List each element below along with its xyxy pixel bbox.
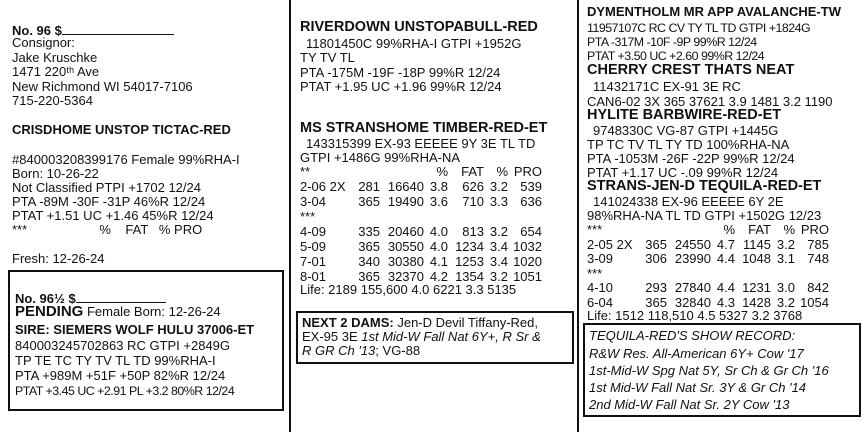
- ped-sire-ptat: PTAT +3.50 UC +2.60 99%R 12/24: [587, 49, 765, 63]
- cow-ptpi: Not Classified PTPI +1702 12/24: [12, 180, 201, 195]
- production-record-row: [587, 281, 829, 295]
- record-value-cell: 4.1: [429, 254, 448, 269]
- sire-dam-column: [292, 0, 578, 432]
- record-value-cell: 3.1: [776, 251, 795, 266]
- record-age-cell: 6-04: [587, 294, 614, 310]
- sire-name: RIVERDOWN UNSTOPABULL-RED: [300, 19, 538, 35]
- record-value-cell: %: [436, 164, 448, 179]
- show-record-box: [583, 323, 861, 417]
- record-value-cell: 23990: [674, 251, 711, 266]
- record-value-cell: PRO: [800, 222, 829, 237]
- record-value-cell: 1253: [455, 254, 484, 269]
- production-record-row: [300, 195, 542, 209]
- record-value-cell: 335: [358, 224, 380, 239]
- record-value-cell: 3.2: [489, 269, 508, 284]
- lot-number: No. 96 $: [12, 22, 174, 38]
- consignor-label: Consignor:: [12, 35, 75, 50]
- production-record-row: [587, 238, 829, 252]
- ped-grandsire-ptat: PTAT +1.17 UC -.09 99%R 12/24: [587, 165, 779, 180]
- record-value-cell: 3.8: [429, 179, 448, 194]
- ped-grandsire-traits: TP TC TV TL TY TD 100%RHA-NA: [587, 137, 790, 152]
- next-dams-line-2: EX-95 3E 1st Mid-W Fall Nat 6Y+, R Sr &: [302, 329, 541, 344]
- half-registration: 840003245702863 RC GTPI +2849G: [15, 338, 231, 353]
- record-value-cell: 32370: [387, 269, 424, 284]
- show-record-item: 2nd Mid-W Fall Nat Sr. 2Y Cow '13: [589, 397, 790, 412]
- record-value-cell: 1354: [455, 269, 484, 284]
- record-value-cell: %: [496, 164, 508, 179]
- sire-ptat: PTAT +1.95 UC +1.96 99%R 12/24: [300, 79, 502, 94]
- consignor-address-city: New Richmond WI 54017-7106: [12, 79, 193, 94]
- record-value-cell: 4.4: [716, 280, 735, 295]
- sire-registration: 11801450C 99%RHA-I GTPI +1952G: [306, 36, 522, 51]
- record-value-cell: 3.2: [776, 236, 795, 252]
- record-value-cell: 4.3: [716, 294, 735, 310]
- record-value-cell: 3.4: [489, 239, 508, 254]
- ped-granddam-registration: 141024338 EX-96 EEEEE 6Y 2E: [593, 194, 784, 209]
- ped-dam-registration: 11432171C EX-91 3E RC: [593, 79, 741, 94]
- record-value-cell: 3.3: [489, 194, 508, 209]
- ped-sire-registration: 11957107C RC CV TY TL TD GTPI +1824G: [587, 21, 811, 35]
- record-value-cell: 365: [358, 194, 380, 209]
- record-value-cell: 3.2: [489, 224, 508, 239]
- record-value-cell: 340: [358, 254, 380, 269]
- cow-ptat: PTAT +1.51 UC +1.46 45%R 12/24: [12, 208, 214, 223]
- record-value-cell: %: [783, 222, 795, 237]
- record-value-cell: 24550: [674, 236, 711, 252]
- record-header-row: [300, 165, 542, 179]
- record-value-cell: 30550: [387, 239, 424, 254]
- production-record-row: [300, 225, 542, 239]
- record-value-cell: 19490: [387, 194, 424, 209]
- record-value-cell: 3.4: [489, 254, 508, 269]
- record-value-cell: 4.4: [716, 251, 735, 266]
- ped-dam-name: CHERRY CREST THATS NEAT: [587, 62, 795, 78]
- record-value-cell: PRO: [513, 164, 542, 179]
- record-value-cell: 1234: [455, 239, 484, 254]
- record-value-cell: 654: [520, 224, 542, 239]
- half-ptat: PTAT +3.45 UC +2.91 PL +3.2 80%R 12/24: [15, 384, 235, 398]
- record-age-cell: 3-04: [300, 194, 327, 209]
- record-value-cell: 4.2: [429, 269, 448, 284]
- lot-96-column: [0, 0, 290, 432]
- show-record-item: R&W Res. All-American 6Y+ Cow '17: [589, 346, 804, 361]
- record-value-cell: 748: [807, 251, 829, 266]
- sire-pta: PTA -175M -19F -18P 99%R 12/24: [300, 65, 501, 80]
- lot-96-half-box: [8, 270, 284, 411]
- record-value-cell: 1428: [742, 294, 771, 310]
- record-value-cell: 3.6: [429, 194, 448, 209]
- lot-half-number: No. 96½ $: [15, 290, 166, 306]
- cow-born: Born: 10-26-22: [12, 166, 99, 181]
- record-value-cell: 710: [462, 194, 484, 209]
- record-age-cell: ***: [587, 222, 603, 237]
- record-value-cell: FAT: [461, 164, 484, 179]
- ped-sire-pta: PTA -317M -10F -9P 99%R 12/24: [587, 35, 757, 49]
- consignor-address-street: 1471 220ᵗʰ Ave: [12, 64, 100, 79]
- production-record-row: [300, 210, 542, 224]
- record-value-cell: 539: [520, 179, 542, 194]
- record-value-cell: 27840: [674, 280, 711, 295]
- record-value-cell: 306: [645, 251, 667, 266]
- half-pta: PTA +989M +51F +50P 82%R 12/24: [15, 368, 226, 383]
- next-dams-line-3: R GR Ch '13; VG-88: [302, 343, 421, 358]
- sire-line: SIRE: SIEMERS WOLF HULU 37006-ET: [15, 322, 255, 337]
- dam-gtpi: GTPI +1486G 99%RHA-NA: [300, 150, 461, 165]
- record-value-cell: 281: [358, 179, 380, 194]
- record-age-cell: 8-01: [300, 269, 327, 284]
- ped-grandsire-pta: PTA -1053M -26F -22P 99%R 12/24: [587, 151, 795, 166]
- record-value-cell: 365: [645, 294, 667, 310]
- record-header-row: [587, 223, 829, 237]
- ped-granddam-gtpi: 98%RHA-NA TL TD GTPI +1502G 12/23: [587, 208, 822, 223]
- cow-name: CRISDHOME UNSTOP TICTAC-RED: [12, 122, 231, 137]
- record-value-cell: 16640: [387, 179, 424, 194]
- record-age-cell: **: [300, 164, 311, 179]
- ped-dam-can-record: CAN6-02 3X 365 37621 3.9 1481 3.2 1190: [587, 94, 833, 109]
- consignor-name: Jake Kruschke: [12, 50, 98, 65]
- record-value-cell: 32840: [674, 294, 711, 310]
- record-age-cell: 7-01: [300, 254, 327, 269]
- cow-registration: #840003208399176 Female 99%RHA-I: [12, 152, 240, 167]
- record-value-cell: 1054: [800, 294, 829, 310]
- record-header: *** % FAT % PRO: [12, 222, 203, 237]
- record-age-cell: 4-10: [587, 280, 614, 295]
- dam-lifetime: Life: 2189 155,600 4.0 6221 3.3 5135: [300, 282, 517, 297]
- fresh-date: Fresh: 12-26-24: [12, 251, 105, 266]
- record-age-cell: 2-05 2X: [587, 236, 633, 252]
- record-age-cell: 4-09: [300, 224, 327, 239]
- record-value-cell: 1145: [743, 236, 771, 252]
- dam-registration: 143315399 EX-93 EEEEE 9Y 3E TL TD: [306, 136, 536, 151]
- record-value-cell: 626: [462, 179, 484, 194]
- production-record-row: [300, 255, 542, 269]
- next-dams-box: [296, 311, 574, 364]
- consignor-phone: 715-220-5364: [12, 93, 93, 108]
- record-value-cell: 1231: [742, 280, 771, 295]
- show-record-item: 1st Mid-W Fall Nat Sr. 3Y & Gr Ch '14: [589, 380, 807, 395]
- record-value-cell: 365: [358, 239, 380, 254]
- pending-line: PENDING Female Born: 12-26-24: [15, 303, 221, 320]
- record-value-cell: 293: [645, 280, 667, 295]
- record-value-cell: 1048: [742, 251, 771, 266]
- production-record-row: [300, 180, 542, 194]
- record-value-cell: 3.2: [489, 179, 508, 194]
- record-age-cell: 2-06 2X: [300, 179, 346, 194]
- record-value-cell: %: [723, 222, 735, 237]
- record-value-cell: 20460: [387, 224, 424, 239]
- ped-grandsire-registration: 9748330C VG-87 GTPI +1445G: [593, 123, 779, 138]
- record-age-cell: ***: [587, 265, 603, 281]
- record-value-cell: 813: [462, 224, 484, 239]
- half-traits: TP TE TC TY TV TL TD 99%RHA-I: [15, 353, 216, 368]
- show-record-item: 1st-Mid-W Spg Nat 5Y, Sr Ch & Gr Ch '16: [589, 363, 829, 378]
- record-value-cell: 842: [807, 280, 829, 295]
- record-age-cell: 5-09: [300, 239, 327, 254]
- next-dams-line-1: NEXT 2 DAMS: Jen-D Devil Tiffany-Red,: [302, 315, 538, 330]
- record-value-cell: 3.0: [776, 280, 795, 295]
- record-age-cell: 3-09: [587, 251, 614, 266]
- ped-sire-name: DYMENTHOLM MR APP AVALANCHE-TW: [587, 4, 841, 19]
- ped-granddam-name: STRANS-JEN-D TEQUILA-RED-ET: [587, 178, 822, 194]
- record-value-cell: 1032: [513, 239, 542, 254]
- record-value-cell: 636: [520, 194, 542, 209]
- sire-traits: TY TV TL: [300, 50, 355, 65]
- record-value-cell: 4.7: [716, 236, 735, 252]
- record-age-cell: ***: [300, 209, 316, 224]
- production-record-row: [587, 252, 829, 266]
- record-value-cell: 365: [645, 236, 667, 252]
- record-value-cell: FAT: [748, 222, 771, 237]
- ped-grandsire-name: HYLITE BARBWIRE-RED-ET: [587, 107, 782, 123]
- show-record-title: TEQUILA-RED'S SHOW RECORD:: [589, 328, 796, 343]
- production-record-row: [300, 240, 542, 254]
- record-value-cell: 785: [807, 236, 829, 252]
- pedigree-column: [580, 0, 866, 432]
- record-value-cell: 365: [358, 269, 380, 284]
- record-value-cell: 4.0: [429, 224, 448, 239]
- record-value-cell: 4.0: [429, 239, 448, 254]
- production-record-row: [587, 267, 829, 281]
- record-value-cell: 1051: [513, 269, 542, 284]
- record-value-cell: 30380: [387, 254, 424, 269]
- record-value-cell: 1020: [513, 254, 542, 269]
- dam-name: MS STRANSHOME TIMBER-RED-ET: [300, 120, 548, 136]
- ped-granddam-lifetime: Life: 1512 118,510 4.5 5327 3.2 3768: [587, 308, 803, 323]
- cow-pta: PTA -89M -30F -31P 46%R 12/24: [12, 194, 206, 209]
- record-value-cell: 3.2: [776, 294, 795, 310]
